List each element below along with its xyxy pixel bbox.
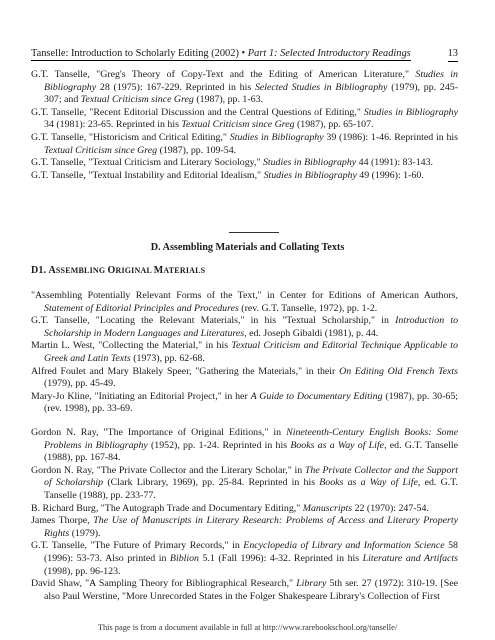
bib-entry: G.T. Tanselle, "The Future of Primary Records," in Encyclopedia of Library and Information Science 58 (1996): 53-73. Also printed in Biblion 5.1 (Fall 1996): 4-32. Reprinted in his Literature and Artifacts (1998), pp. 96-123. [31, 540, 458, 577]
bibliography-block-2 [31, 290, 458, 416]
header-part: Part 1: Selected Introductory Readings [247, 48, 411, 59]
section-title: D. Assembling Materials and Collating Texts [150, 242, 345, 253]
subsection-title: D1. ASSEMBLING ORIGINAL MATERIALS [31, 265, 206, 276]
bib-entry: David Shaw, "A Sampling Theory for Bibliographical Research," Library 5th ser. 27 (1972): 310-19. [See also Paul Werstine, "More Unrecorded States in the Folger Shakespeare Library's Collection of First [31, 578, 458, 602]
header-left: Tanselle: Introduction to Scholarly Editing (2002) [31, 48, 239, 59]
page-number: 13 [448, 48, 458, 62]
bibliography-block-1 [31, 69, 458, 182]
bib-entry: James Thorpe, The Use of Manuscripts in Literary Research: Problems of Access and Literary Property Rights (1979). [31, 515, 458, 539]
running-header [31, 48, 458, 60]
bib-entry: G.T. Tanselle, "Locating the Relevant Materials," in his "Textual Scholarship," in Introduction to Scholarship in Modern Languages and Literatures, ed. Joseph Gibaldi (1981), p. 44. [31, 315, 459, 339]
header-title [31, 48, 411, 61]
bib-entry: G.T. Tanselle, "Greg's Theory of Copy-Text and the Editing of American Literature," Studies in Bibliography 28 (1975): 167-229. Reprinted in his Selected Studies in Bibliography (1979), pp. 245-307; and Textual Criticism since Greg (1987), pp. 1-63. [31, 69, 458, 106]
bibliography-block-4 [31, 578, 458, 603]
bib-entry: Gordon N. Ray, "The Importance of Original Editions," in Nineteenth-Century English Books: Some Problems in Bibliography (1952), pp. 1-24. Reprinted in his Books as a Way of Life, ed. G.T. Tanselle (1988), pp. 167-84. [31, 427, 458, 464]
section-divider [229, 232, 279, 233]
page-footer: This page is from a document available in full at http://www.rarebookschool.org/tanselle/ [97, 623, 398, 632]
bib-entry: Alfred Foulet and Mary Blakely Speer, "Gathering the Materials," in their On Editing Old French Texts (1979), pp. 45-49. [31, 365, 459, 390]
bib-entry: "Assembling Potentially Relevant Forms of the Text," in Center for Editions of American Authors, Statement of Editorial Principles and Procedures (rev. G.T. Tanselle, 1972), pp. 1-2. [31, 290, 458, 314]
bib-entry: G.T. Tanselle, "Recent Editorial Discussion and the Central Questions of Editing," Studies in Bibliography 34 (1981): 23-65. Reprinted in his Textual Criticism since Greg (1987), pp. 65-107. [31, 106, 458, 131]
bib-entry: G.T. Tanselle, "Textual Criticism and Literary Sociology," Studies in Bibliography 44 (1991): 83-143. [31, 157, 433, 169]
bib-entry: B. Richard Burg, "The Autograph Trade and Documentary Editing," Manuscripts 22 (1970): 247-54. [31, 502, 429, 514]
bib-entry: Martin L. West, "Collecting the Material," in his Textual Criticism and Editorial Technique Applicable to Greek and Latin Texts (1973), pp. 62-68. [31, 340, 458, 364]
bib-entry: G.T. Tanselle, "Historicism and Critical Editing," Studies in Bibliography 39 (1986): 1-46. Reprinted in his Textual Criticism since Greg (1987), pp. 109-54. [31, 131, 458, 156]
bib-entry: Mary-Jo Kline, "Initiating an Editorial Project," in her A Guide to Documentary Editing (1987), pp. 30-65; (rev. 1998), pp. 33-69. [31, 390, 459, 415]
bibliography-block-3 [31, 427, 458, 578]
bib-entry: Gordon N. Ray, "The Private Collector and the Literary Scholar," in The Private Collector and the Support of Scholarship (Clark Library, 1969), pp. 25-84. Reprinted in his Books as a Way of Life, ed. G.T. Tanselle (1988), pp. 233-77. [31, 464, 458, 501]
bib-entry: G.T. Tanselle, "Textual Instability and Editorial Idealism," Studies in Bibliography 49 (1996): 1-60. [31, 169, 424, 181]
header-bullet: • [241, 48, 246, 59]
